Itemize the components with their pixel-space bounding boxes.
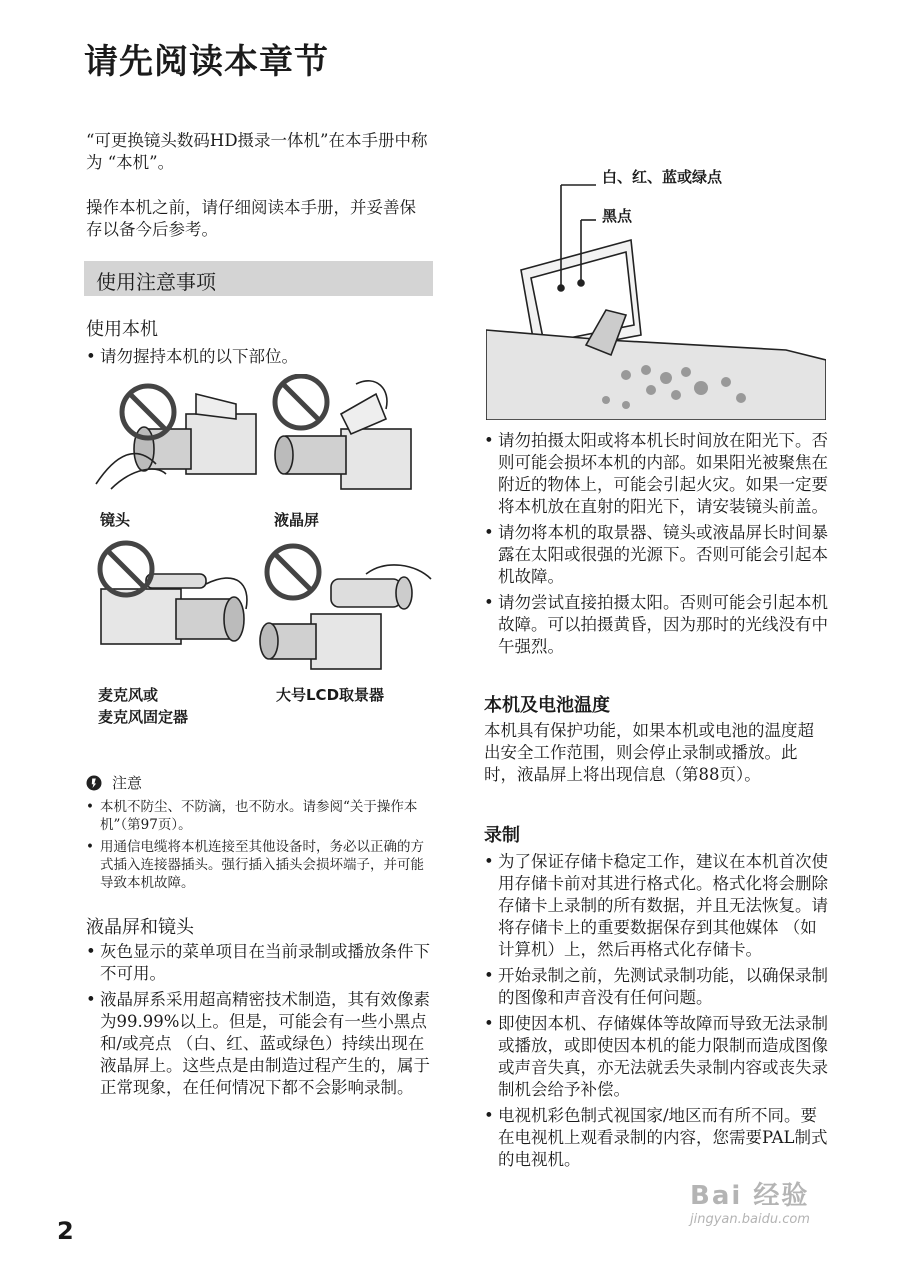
- recording-heading: 录制: [484, 825, 520, 846]
- watermark-brand: Bai 经验: [690, 1181, 810, 1211]
- caption-lcd: 液晶屏: [274, 511, 320, 529]
- recording-list: [484, 851, 829, 1175]
- prohibition-icon: [267, 546, 319, 598]
- caption-mic-line1: 麦克风或: [98, 686, 159, 704]
- note-label: 注意: [112, 774, 143, 792]
- watermark: [690, 1175, 860, 1235]
- caption-lens: 镜头: [100, 511, 131, 529]
- caution-icon: [86, 775, 102, 791]
- lcd-lens-list: [86, 941, 431, 1103]
- prohibition-icon: [100, 543, 152, 595]
- list-item: • 电视机彩色制式视国家/地区而有所不同。要在电视机上观看录制的内容，您需要PAL制式的电视机。: [484, 1105, 829, 1171]
- lcd-figure: [486, 160, 826, 420]
- temperature-heading: 本机及电池温度: [484, 695, 610, 716]
- sun-warning-list: [484, 430, 829, 662]
- caption-viewfinder: 大号LCD取景器: [276, 686, 385, 704]
- watermark-url: jingyan.baidu.com: [690, 1212, 810, 1227]
- lcd-lens-heading: 液晶屏和镜头: [86, 917, 194, 938]
- list-item: • 灰色显示的菜单项目在当前录制或播放条件下不可用。: [86, 941, 431, 985]
- callout-black-dots: 黑点: [602, 207, 633, 225]
- page-number: 2: [57, 1217, 74, 1245]
- temperature-body: 本机具有保护功能，如果本机或电池的温度超出安全工作范围，则会停止录制或播放。此时，液晶屏上将出现信息（第88页）。: [484, 721, 814, 784]
- list-item: • 即使因本机、存储媒体等故障而导致无法录制或播放，或即使因本机的能力限制而造成图像或声音失真，亦无法就丢失录制内容或丧失录制机会给予补偿。: [484, 1013, 829, 1101]
- intro-paragraph-2: 操作本机之前，请仔细阅读本手册，并妥善保存以备今后参考。: [86, 198, 416, 239]
- callout-color-dots: 白、红、蓝或绿点: [602, 168, 723, 186]
- list-item: • 请勿将本机的取景器、镜头或液晶屏长时间暴露在太阳或很强的光源下。否则可能会引起本机故障。: [484, 522, 829, 588]
- list-item: • 请勿尝试直接拍摄太阳。否则可能会引起本机故障。可以拍摄黄昏，因为那时的光线没有中午强烈。: [484, 592, 829, 658]
- intro-paragraph-1: “可更换镜头数码HD摄录一体机”在本手册中称为 “本机”。: [86, 131, 428, 172]
- camera-mic-illustration: [101, 574, 247, 644]
- prohibition-icon: [275, 376, 327, 428]
- camera-viewfinder-illustration: [260, 565, 431, 669]
- use-unit-heading: 使用本机: [86, 319, 158, 340]
- list-item: • 用通信电缆将本机连接至其他设备时，务必以正确的方式插入连接器插头。强行插入插头会损坏端子，并可能导致本机故障。: [86, 838, 431, 892]
- note-list: [86, 798, 431, 896]
- list-item: • 为了保证存储卡稳定工作，建议在本机首次使用存储卡前对其进行格式化。格式化将会删除存储卡上录制的所有数据，并且无法恢复。请将存储卡上的重要数据保存到其他媒体 （如计算机）上，然后再格式化存储卡。: [484, 851, 829, 961]
- list-item: • 请勿拍摄太阳或将本机长时间放在阳光下。否则可能会损坏本机的内部。如果阳光被聚焦在附近的物体上，可能会引起火灾。如果一定要将本机放在直射的阳光下，请安装镜头前盖。: [484, 430, 829, 518]
- section-title: 使用注意事项: [96, 270, 216, 294]
- list-item: • 开始录制之前，先测试录制功能，以确保录制的图像和声音没有任何问题。: [484, 965, 829, 1009]
- handling-illustrations: [86, 374, 436, 704]
- list-item: • 液晶屏系采用超高精密技术制造，其有效像素为99.99%以上。但是，可能会有一些小黑点和/或亮点 （白、红、蓝或绿色）持续出现在液晶屏上。这些点是由制造过程产生的，属于正常现象，在任何情况下都不会影响录制。: [86, 989, 431, 1099]
- note-header: [86, 772, 142, 793]
- list-item: • 本机不防尘、不防滴，也不防水。请参阅“关于操作本机”（第97页）。: [86, 798, 431, 834]
- page-title: 请先阅读本章节: [84, 42, 329, 82]
- camera-body: [486, 330, 826, 420]
- list-item: • 请勿握持本机的以下部位。: [86, 346, 431, 368]
- caption-mic-line2: 麦克风固定器: [98, 708, 189, 726]
- use-unit-list: [86, 346, 431, 372]
